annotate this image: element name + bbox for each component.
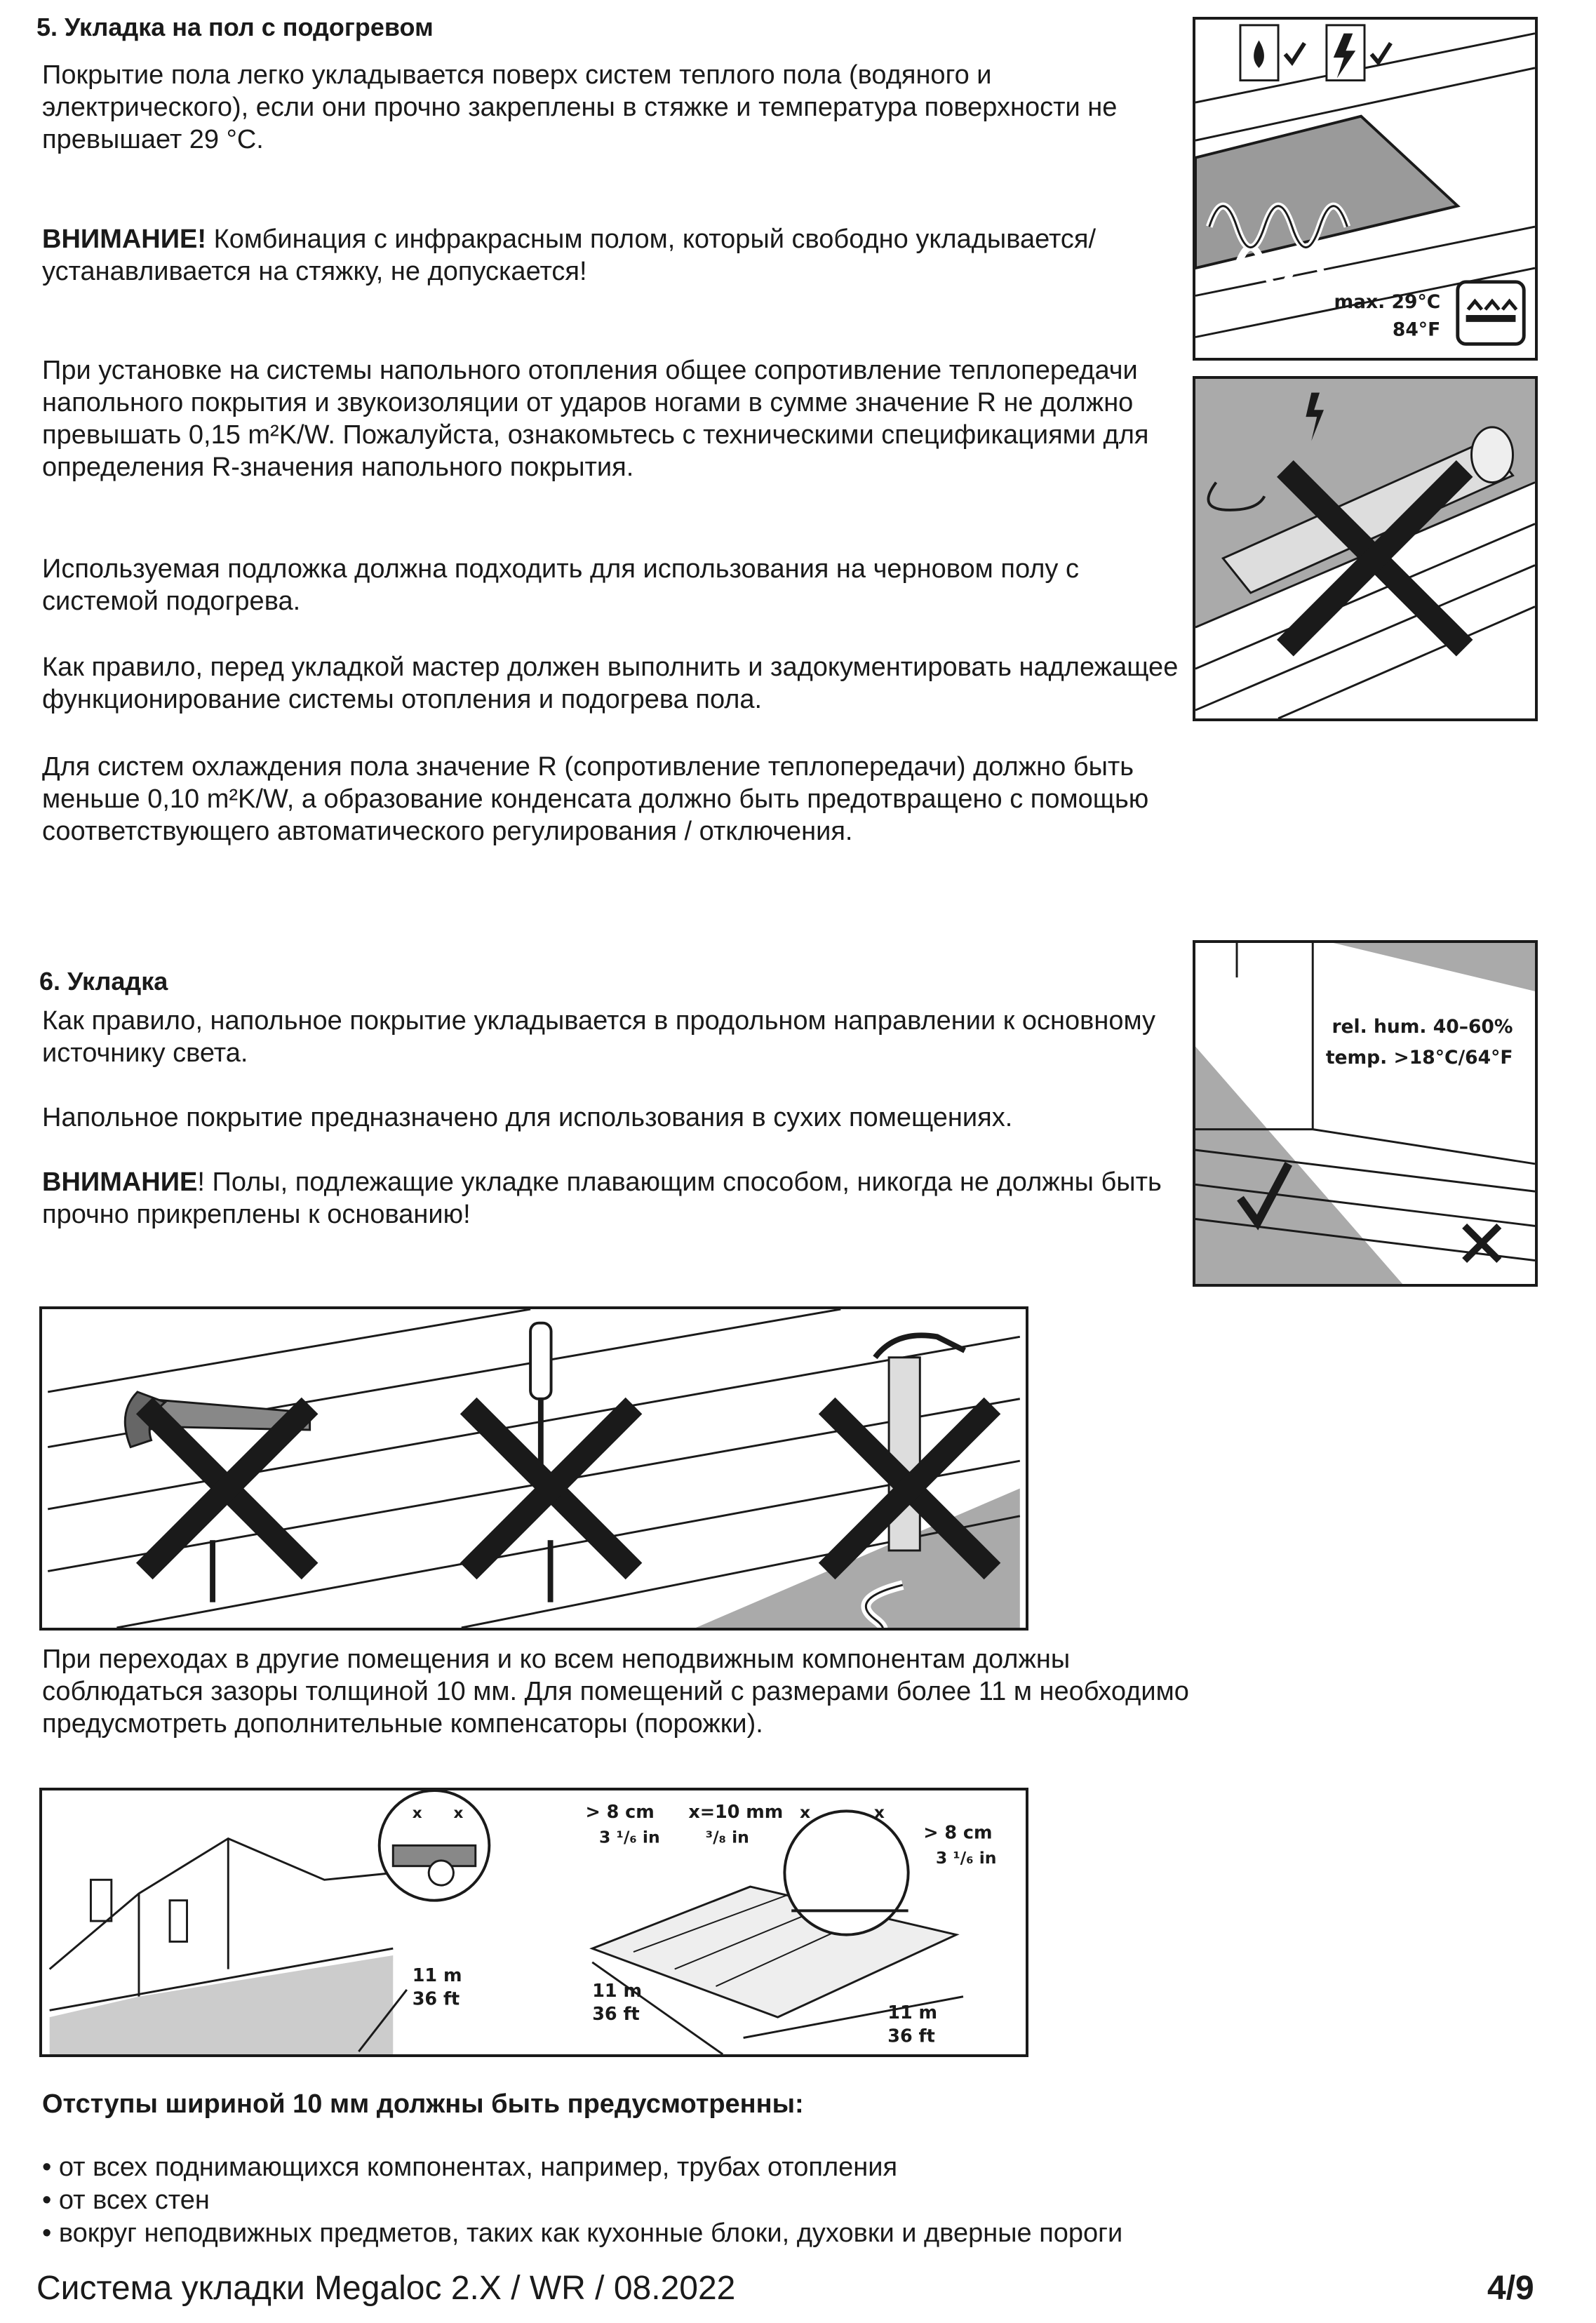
floor-length-ft: 36 ft bbox=[592, 2004, 640, 2026]
gap-x-left: x bbox=[412, 1805, 422, 1823]
section5-installer: Как правило, перед укладкой мастер должен выполнить и задокументировать надлежащее функционирование системы отопления и подогрева пола. bbox=[42, 652, 1179, 714]
room-length-m: 11 m bbox=[412, 1965, 462, 1987]
figure-expansion-gaps bbox=[39, 1788, 1028, 2057]
figure-no-fixing bbox=[39, 1306, 1028, 1631]
max-temp-f-label: 84°F bbox=[1392, 319, 1441, 341]
floor-width-m: 11 m bbox=[887, 2002, 938, 2024]
attention-text-2: ! Полы, подлежащие укладке плавающим способом, никогда не должны быть прочно прикреплены к основанию! bbox=[42, 1167, 1162, 1229]
footer-title: Система укладки Megaloc 2.X / WR / 08.2022 bbox=[36, 2270, 736, 2307]
gap-x-circle-left: x bbox=[799, 1802, 811, 1823]
attention-label: ВНИМАНИЕ! bbox=[42, 225, 207, 254]
gap-x-right: x bbox=[453, 1805, 464, 1823]
section5-underlay: Используемая подложка должна подходить для использования на черновом полу с системой подогрева. bbox=[42, 554, 1079, 616]
section5-attention bbox=[42, 223, 1207, 288]
section6-attention bbox=[42, 1166, 1207, 1231]
section5-title: 5. Укладка на пол с подогревом bbox=[36, 13, 434, 41]
gaps-item-3: • вокруг неподвижных предметов, таких как кухонные блоки, духовки и дверные пороги bbox=[42, 2218, 1123, 2248]
gap-in-right: 3 ¹/₆ in bbox=[935, 1847, 997, 1868]
attention-label-2: ВНИМАНИЕ bbox=[42, 1167, 198, 1197]
section6-dry-rooms: Напольное покрытие предназначено для использования в сухих помещениях. bbox=[42, 1103, 1013, 1132]
gap-x-circle-right: x bbox=[873, 1802, 885, 1823]
gap-cm-left: > 8 cm bbox=[585, 1802, 655, 1823]
gaps-item-2: • от всех стен bbox=[42, 2185, 210, 2215]
floor-width-ft: 36 ft bbox=[887, 2026, 935, 2047]
section5-r-value: При установке на системы напольного отопления общее сопротивление теплопередачи напольного покрытия и звукоизоляции от ударов ногами в сумме значение R не должно превышать 0,15 m²K/W. Пожалуйста, ознакомьтесь с техническими спецификациями для определения R-значения напольного покрытия. bbox=[42, 356, 1149, 482]
room-length-ft: 36 ft bbox=[412, 1988, 460, 2010]
gap-mm: x=10 mm bbox=[688, 1802, 784, 1823]
gap-cm-right: > 8 cm bbox=[923, 1822, 993, 1844]
gaps-title: Отступы шириной 10 мм должны быть предусмотренны: bbox=[42, 2089, 804, 2119]
humidity-label: rel. hum. 40–60% bbox=[1332, 1015, 1513, 1038]
max-temp-c-label: max. 29°C bbox=[1334, 291, 1441, 314]
figure-floor-heating bbox=[1193, 17, 1538, 361]
figure-infrared-forbidden bbox=[1193, 376, 1538, 721]
figure-room-conditions bbox=[1193, 940, 1538, 1287]
section6-expansion: При переходах в другие помещения и ко всем неподвижным компонентам должны соблюдаться зазоры толщиной 10 мм. Для помещений с размерами более 11 м необходимо предусмотреть дополнительные компенсаторы (порожки). bbox=[42, 1645, 1189, 1739]
gaps-item-1: • от всех поднимающихся компонентах, например, трубах отопления bbox=[42, 2153, 898, 2182]
section5-cooling: Для систем охлаждения пола значение R (сопротивление теплопередачи) должно быть меньше 0,10 m²K/W, а образование конденсата должно быть предотвращено с помощью соответствующего автоматического регулирования / отключения. bbox=[42, 752, 1149, 846]
attention-text: Комбинация с инфракрасным полом, который свободно укладывается/ устанавливается на стяжку, не допускается! bbox=[42, 225, 1097, 286]
section5-intro: Покрытие пола легко укладывается поверх систем теплого пола (водяного и электрического), если они прочно закреплены в стяжке и температура поверхности не превышает 29 °C. bbox=[42, 60, 1118, 154]
gap-in-left: 3 ¹/₆ in bbox=[599, 1827, 660, 1847]
section6-direction: Как правило, напольное покрытие укладывается в продольном направлении к основному источнику света. bbox=[42, 1006, 1156, 1068]
page-number: 4/9 bbox=[1487, 2270, 1534, 2307]
floor-length-m: 11 m bbox=[592, 1980, 642, 2002]
temperature-label: temp. >18°C/64°F bbox=[1325, 1047, 1513, 1069]
gap-mm-in: ³/₈ in bbox=[705, 1827, 749, 1847]
section6-title: 6. Укладка bbox=[39, 967, 168, 996]
